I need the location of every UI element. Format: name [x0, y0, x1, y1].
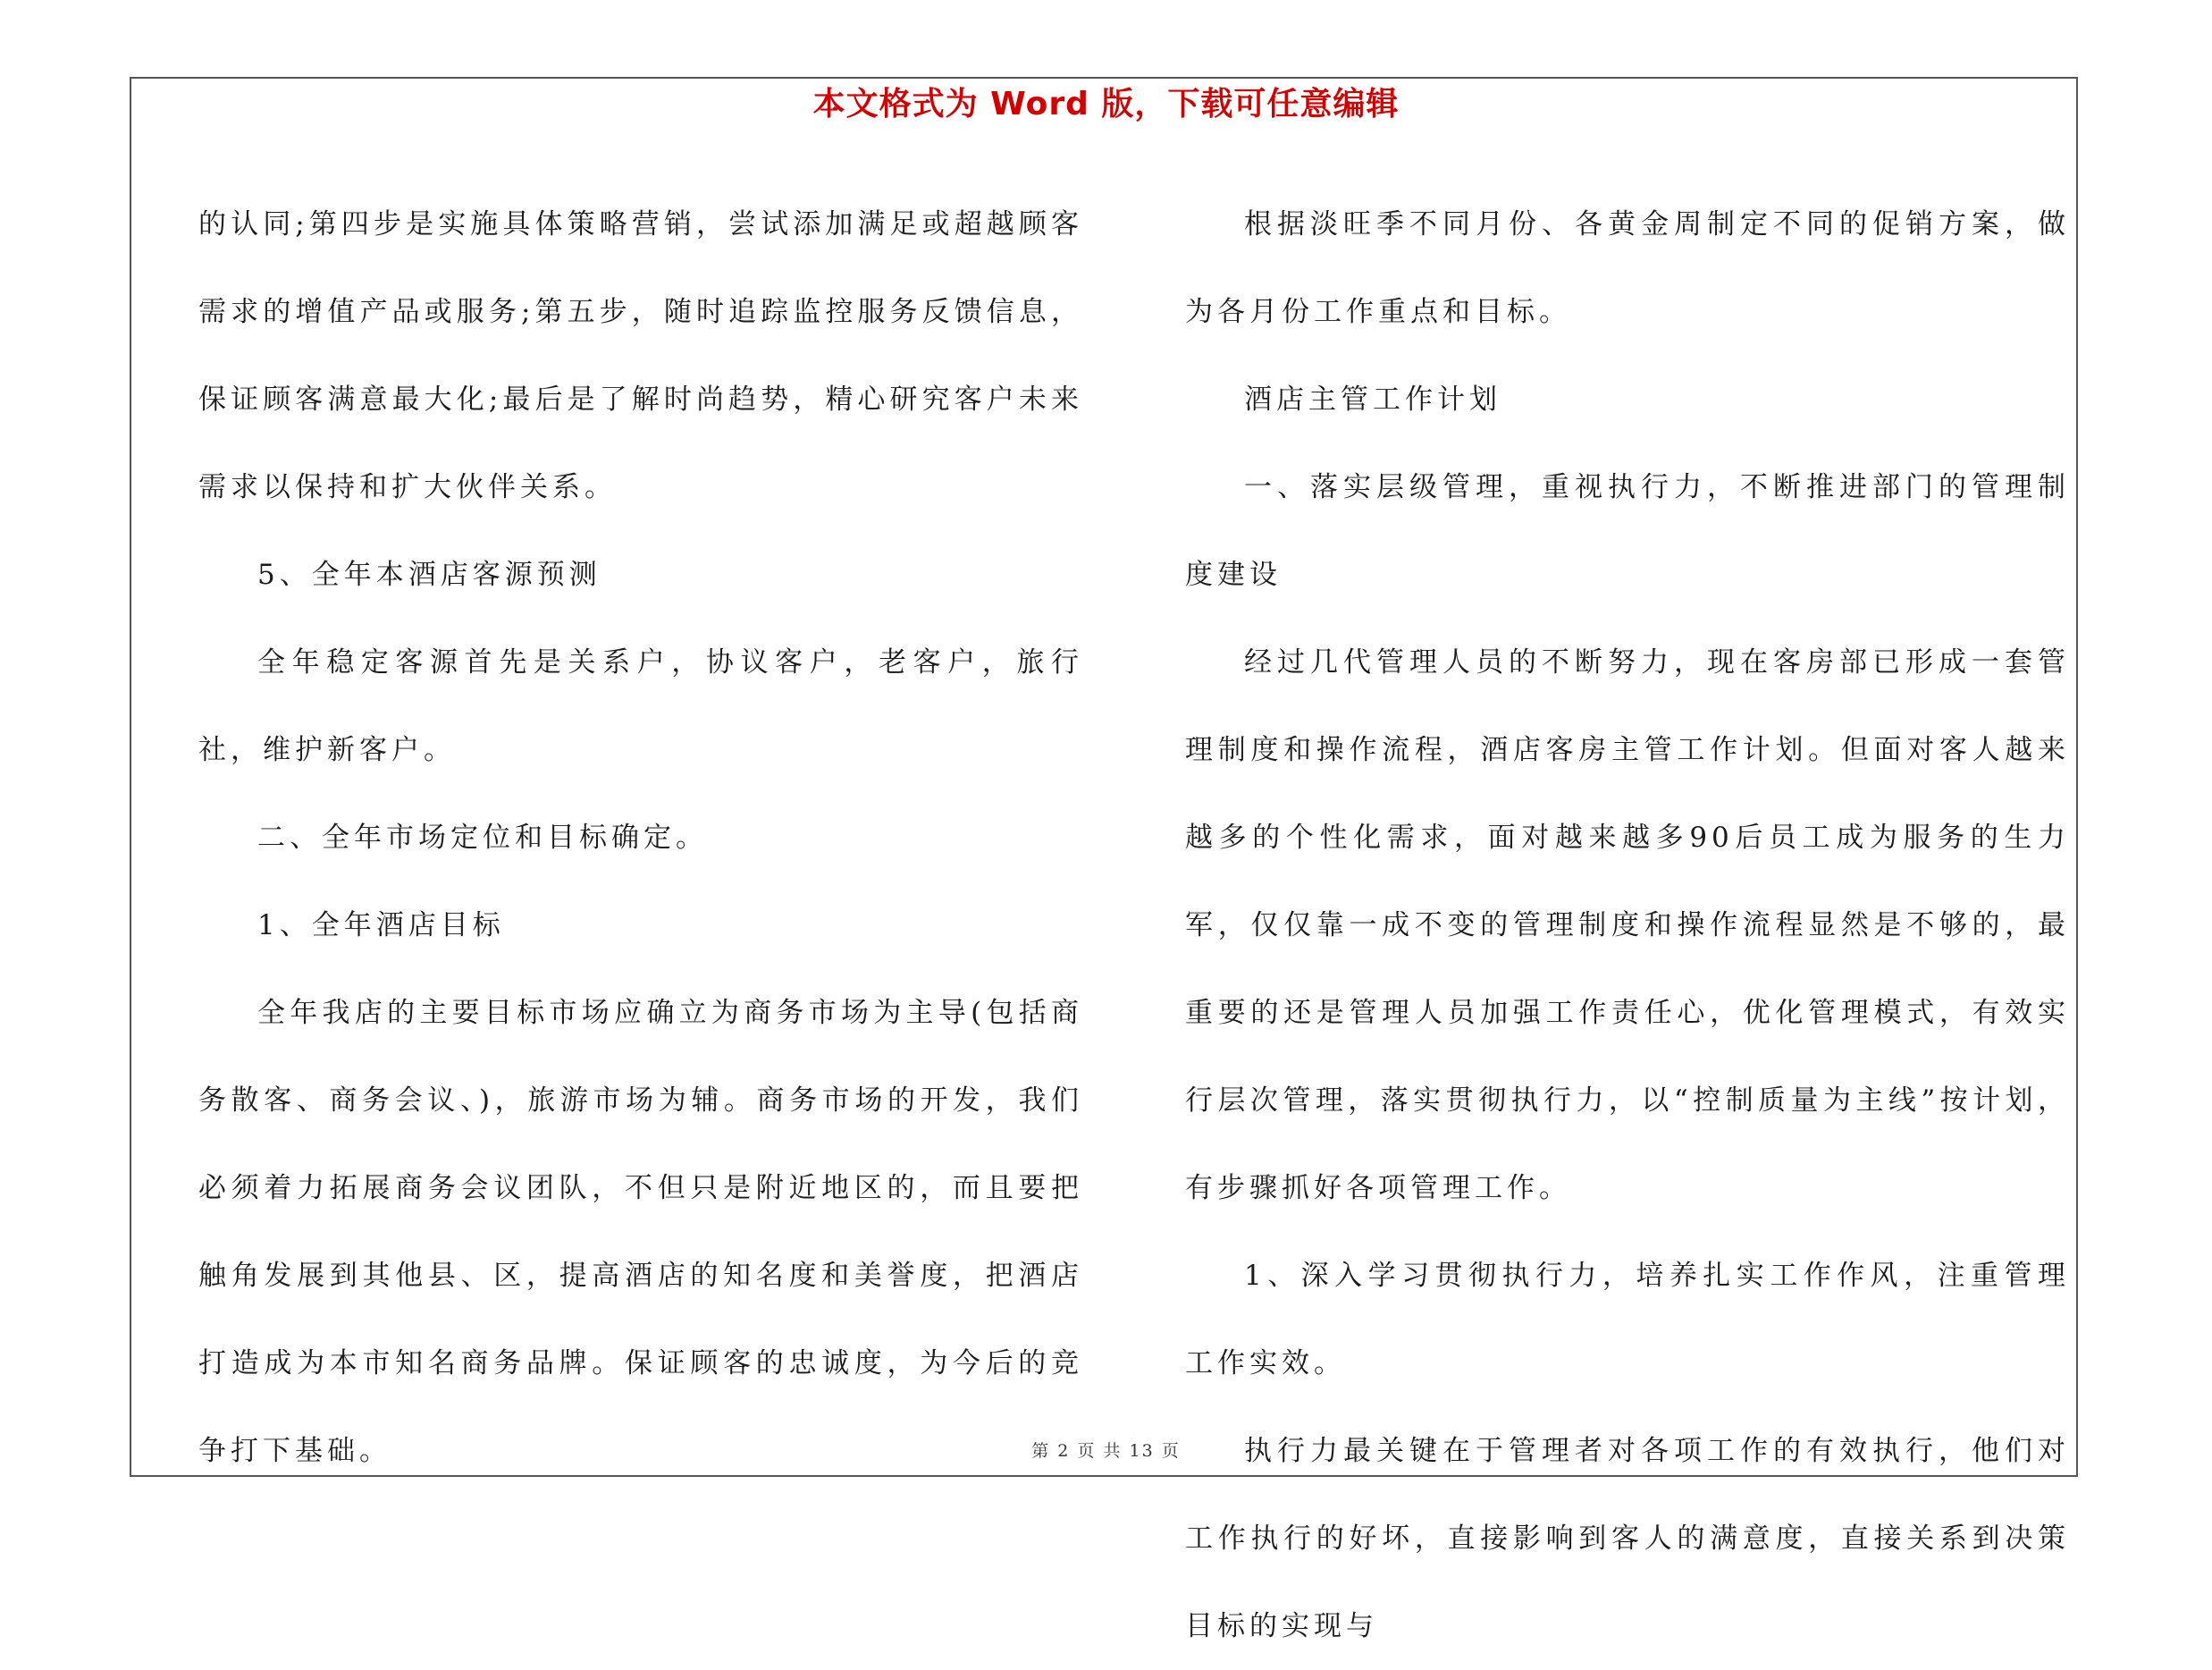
left-text-column	[198, 181, 1083, 1495]
editable-notice-banner: 本文格式为 Word 版，下载可任意编辑	[812, 86, 1400, 122]
paragraph: 的认同;第四步是实施具体策略营销，尝试添加满足或超越顾客需求的增值产品或服务;第五步，随时追踪监控服务反馈信息，保证顾客满意最大化;最后是了解时尚趋势，精心研究客户未来需求以保持和扩大伙伴关系。	[198, 208, 1083, 503]
paragraph: 全年我店的主要目标市场应确立为商务市场为主导(包括商务散客、商务会议、)，旅游市场为辅。商务市场的开发，我们必须着力拓展商务会议团队，不但只是附近地区的，而且要把触角发展到其他县、区，提高酒店的知名度和美誉度，把酒店打造成为本市知名商务品牌。保证顾客的忠诚度，为今后的竞争打下基础。	[198, 997, 1083, 1467]
paragraph: 经过几代管理人员的不断努力，现在客房部已形成一套管理制度和操作流程，酒店客房主管工作计划。但面对客人越来越多的个性化需求，面对越来越多90后员工成为服务的生力军，仅仅靠一成不变的管理制度和操作流程显然是不够的，最重要的还是管理人员加强工作责任心，优化管理模式，有效实行层次管理，落实贯彻执行力，以“控制质量为主线”按计划，有步骤抓好各项管理工作。	[1185, 646, 2070, 1204]
paragraph: 1、全年酒店目标	[257, 909, 505, 941]
paragraph: 全年稳定客源首先是关系户，协议客户，老客户，旅行社，维护新客户。	[198, 646, 1083, 766]
paragraph: 根据淡旺季不同月份、各黄金周制定不同的促销方案，做为各月份工作重点和目标。	[1185, 208, 2070, 328]
page-number: 第 2 页 共 13 页	[1031, 1441, 1181, 1461]
paragraph: 二、全年市场定位和目标确定。	[257, 822, 708, 854]
paragraph: 酒店主管工作计划	[1244, 384, 1501, 416]
paragraph: 5、全年本酒店客源预测	[257, 559, 601, 591]
paragraph: 1、深入学习贯彻执行力，培养扎实工作作风，注重管理工作实效。	[1185, 1260, 2070, 1379]
paragraph: 执行力最关键在于管理者对各项工作的有效执行，他们对工作执行的好坏，直接影响到客人的满意度，直接关系到决策目标的实现与	[1185, 1435, 2070, 1642]
paragraph: 一、落实层级管理，重视执行力，不断推进部门的管理制度建设	[1185, 471, 2070, 591]
